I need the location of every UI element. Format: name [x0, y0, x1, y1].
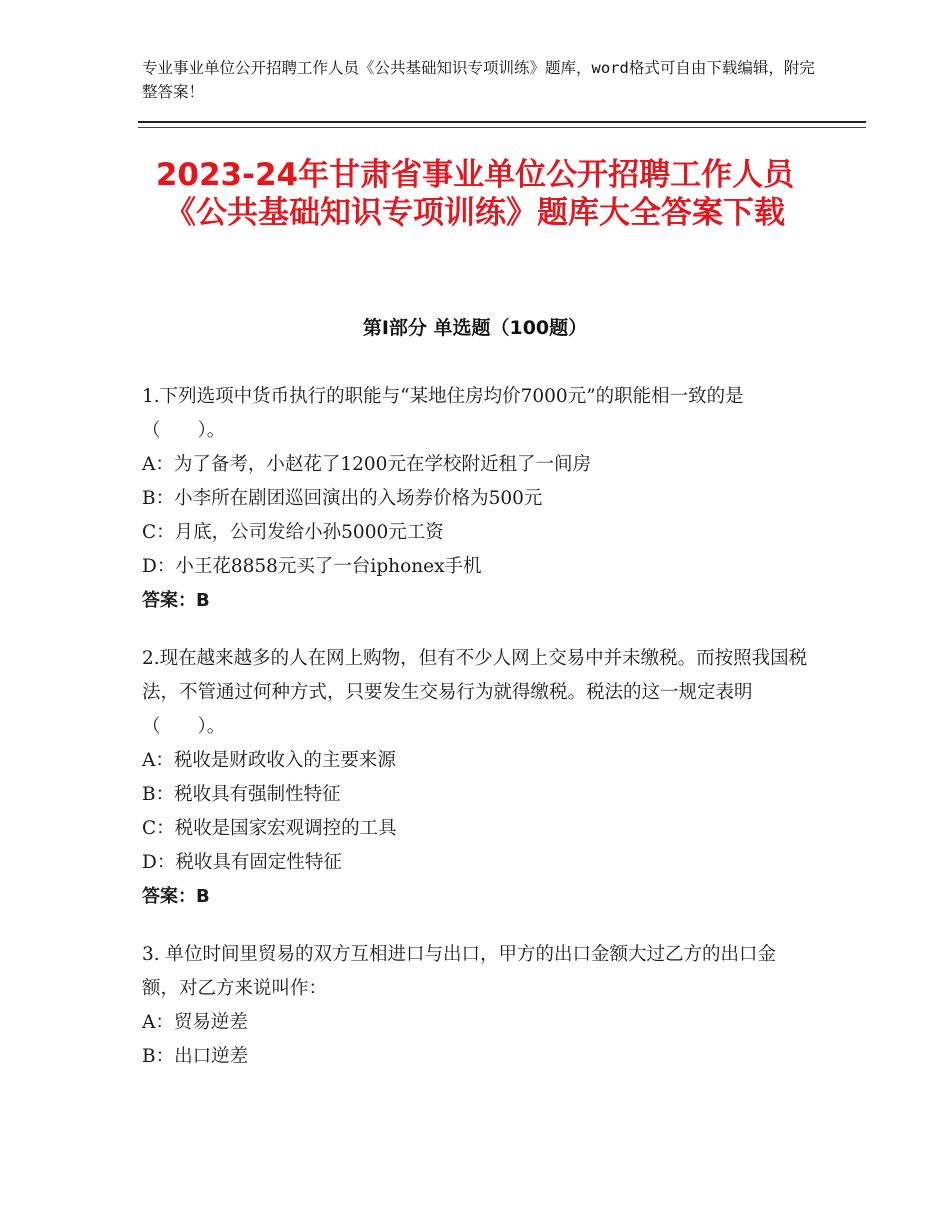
option-a: A：贸易逆差 — [142, 1012, 248, 1033]
document-title: 2023-24年甘肃省事业单位公开招聘工作人员《公共基础知识专项训练》题库大全答案下载 — [155, 157, 795, 231]
header-divider-thin — [138, 127, 866, 128]
option-c: C：月底，公司发给小孙5000元工资 — [142, 522, 444, 543]
question-stem: 1.下列选项中货币执行的职能与“某地住房均价7000元”的职能相一致的是（ ）。 — [142, 386, 744, 441]
option-b: B：税收具有强制性特征 — [142, 784, 341, 805]
question-1 — [142, 380, 810, 618]
option-b: B：出口逆差 — [142, 1046, 249, 1067]
option-d: D：小王花8858元买了一台iphonex手机 — [142, 556, 482, 577]
answer: 答案：B — [142, 590, 210, 611]
option-b: B：小李所在剧团巡回演出的入场券价格为500元 — [142, 488, 543, 509]
question-stem: 2.现在越来越多的人在网上购物，但有不少人网上交易中并未缴税。而按照我国税法，不管通过何种方式，只要发生交易行为就得缴税。税法的这一规定表明（ ）。 — [142, 648, 808, 737]
answer: 答案：B — [142, 886, 210, 907]
section-heading: 第I部分 单选题（100题） — [362, 317, 588, 339]
question-list — [142, 380, 810, 1098]
question-stem: 3. 单位时间里贸易的双方互相进口与出口，甲方的出口金额大过乙方的出口金额，对乙方来说叫作： — [142, 944, 777, 999]
header-note: 专业事业单位公开招聘工作人员《公共基础知识专项训练》题库，word格式可自由下载编辑，附完整答案！ — [142, 59, 815, 101]
header-divider-thick — [138, 121, 866, 123]
question-2 — [142, 642, 810, 914]
option-d: D：税收具有固定性特征 — [142, 852, 342, 873]
option-a: A：为了备考，小赵花了1200元在学校附近租了一间房 — [142, 454, 591, 475]
option-c: C：税收是国家宏观调控的工具 — [142, 818, 397, 839]
question-3 — [142, 938, 810, 1074]
option-a: A：税收是财政收入的主要来源 — [142, 750, 396, 771]
